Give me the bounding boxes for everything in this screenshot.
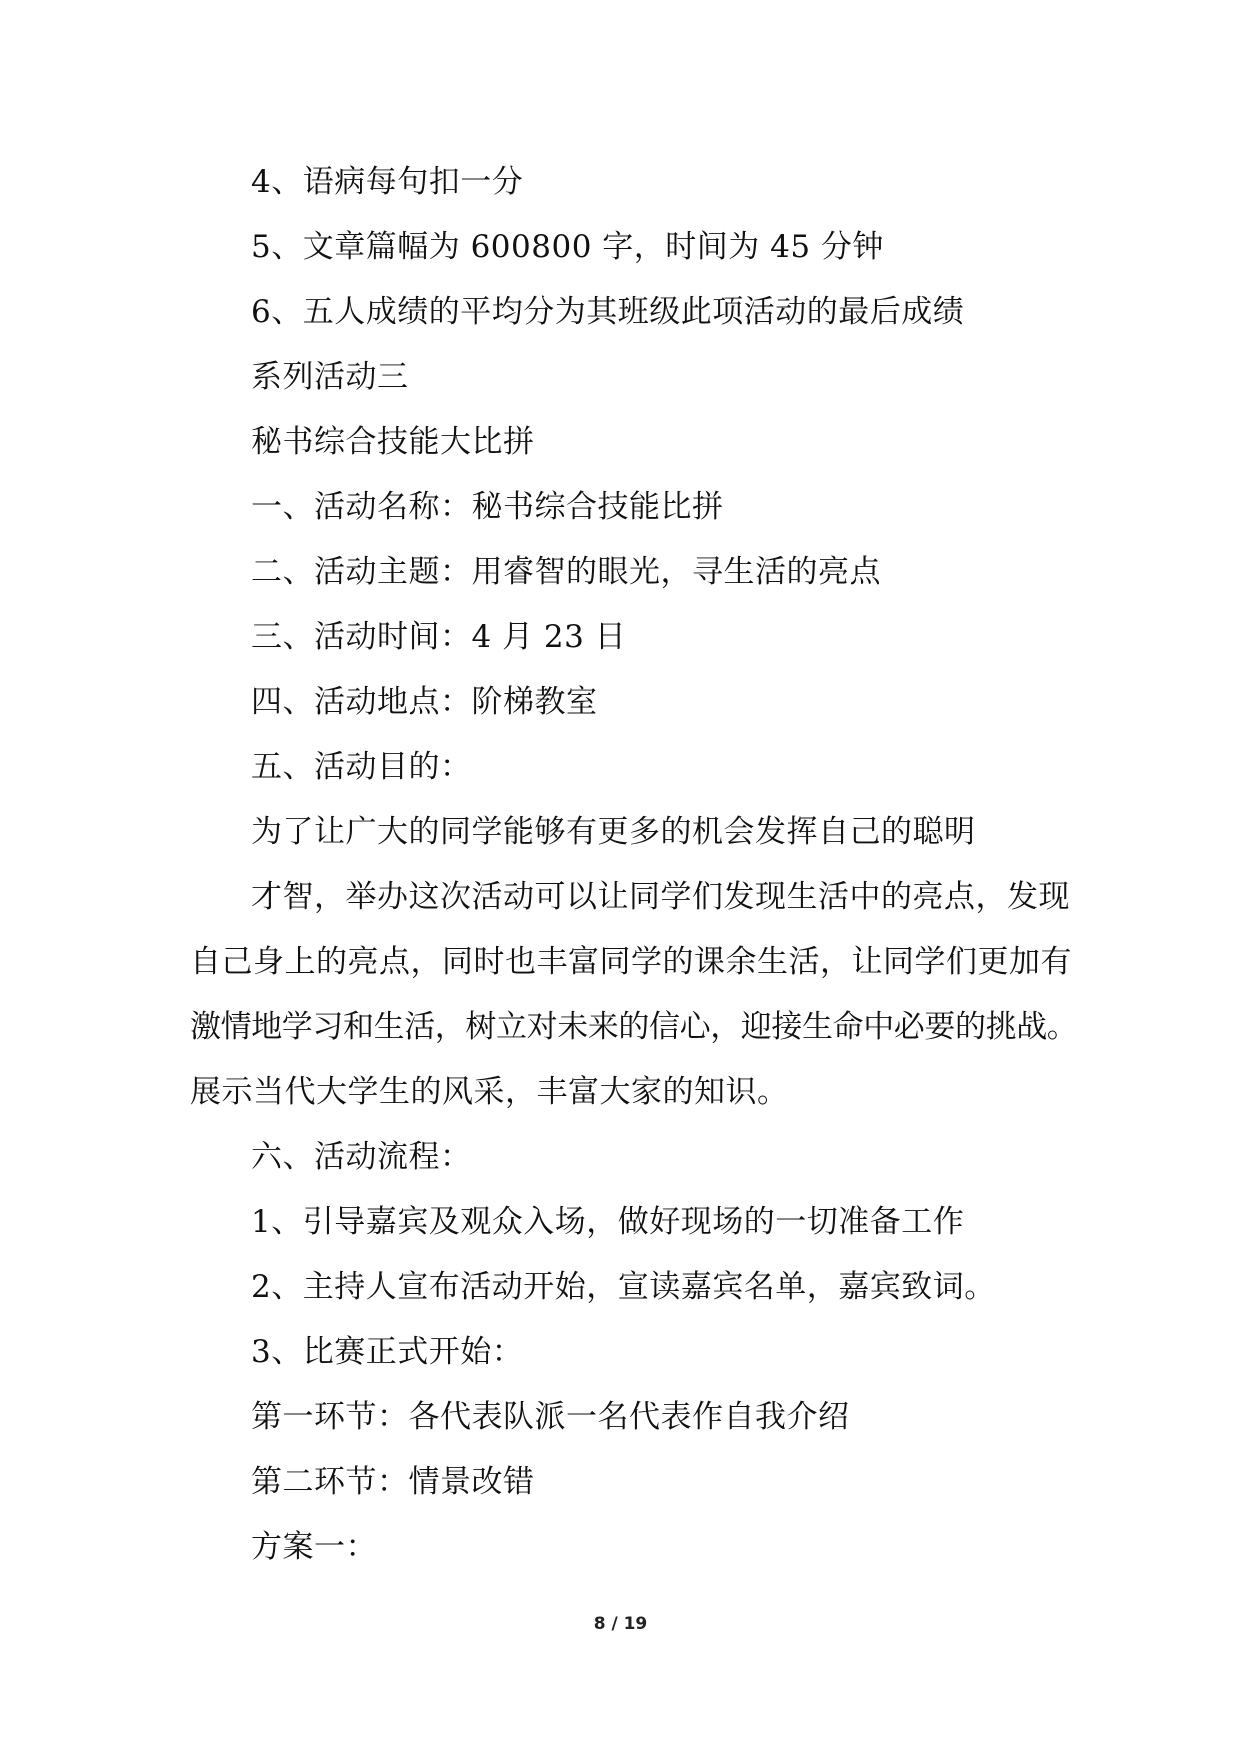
- page-number: 8 / 19: [593, 1614, 648, 1634]
- text-line: 五、活动目的：: [251, 749, 472, 785]
- paragraph-line: 自己身上的亮点，同时也丰富同学的课余生活，让同学们更加有: [190, 944, 1072, 980]
- text-line: 六、活动流程：: [251, 1139, 472, 1175]
- text-line: 1、引导嘉宾及观众入场，做好现场的一切准备工作: [251, 1204, 965, 1240]
- paragraph-line: 才智，举办这次活动可以让同学们发现生活中的亮点，发现: [251, 879, 1070, 915]
- text-line: 四、活动地点：阶梯教室: [251, 684, 598, 720]
- paragraph-line: 为了让广大的同学能够有更多的机会发挥自己的聪明: [251, 814, 976, 850]
- text-line: 4、语病每句扣一分: [251, 164, 524, 200]
- text-line: 第一环节：各代表队派一名代表作自我介绍: [251, 1399, 850, 1435]
- text-line: 第二环节：情景改错: [251, 1464, 535, 1500]
- text-line: 方案一：: [251, 1529, 377, 1565]
- text-line: 6、五人成绩的平均分为其班级此项活动的最后成绩: [251, 294, 965, 330]
- paragraph-line: 展示当代大学生的风采，丰富大家的知识。: [190, 1074, 789, 1110]
- text-line: 三、活动时间：4 月 23 日: [251, 619, 627, 655]
- text-line: 3、比赛正式开始：: [251, 1334, 524, 1370]
- section-heading: 系列活动三: [251, 359, 409, 395]
- paragraph-line: 激情地学习和生活，树立对未来的信心，迎接生命中必要的挑战。: [190, 1009, 1078, 1045]
- text-line: 2、主持人宣布活动开始，宣读嘉宾名单，嘉宾致词。: [251, 1269, 996, 1305]
- text-line: 一、活动名称：秘书综合技能比拼: [251, 489, 724, 525]
- text-line: 5、文章篇幅为 600800 字，时间为 45 分钟: [251, 229, 884, 265]
- section-title: 秘书综合技能大比拼: [251, 424, 535, 460]
- text-line: 二、活动主题：用睿智的眼光，寻生活的亮点: [251, 554, 881, 590]
